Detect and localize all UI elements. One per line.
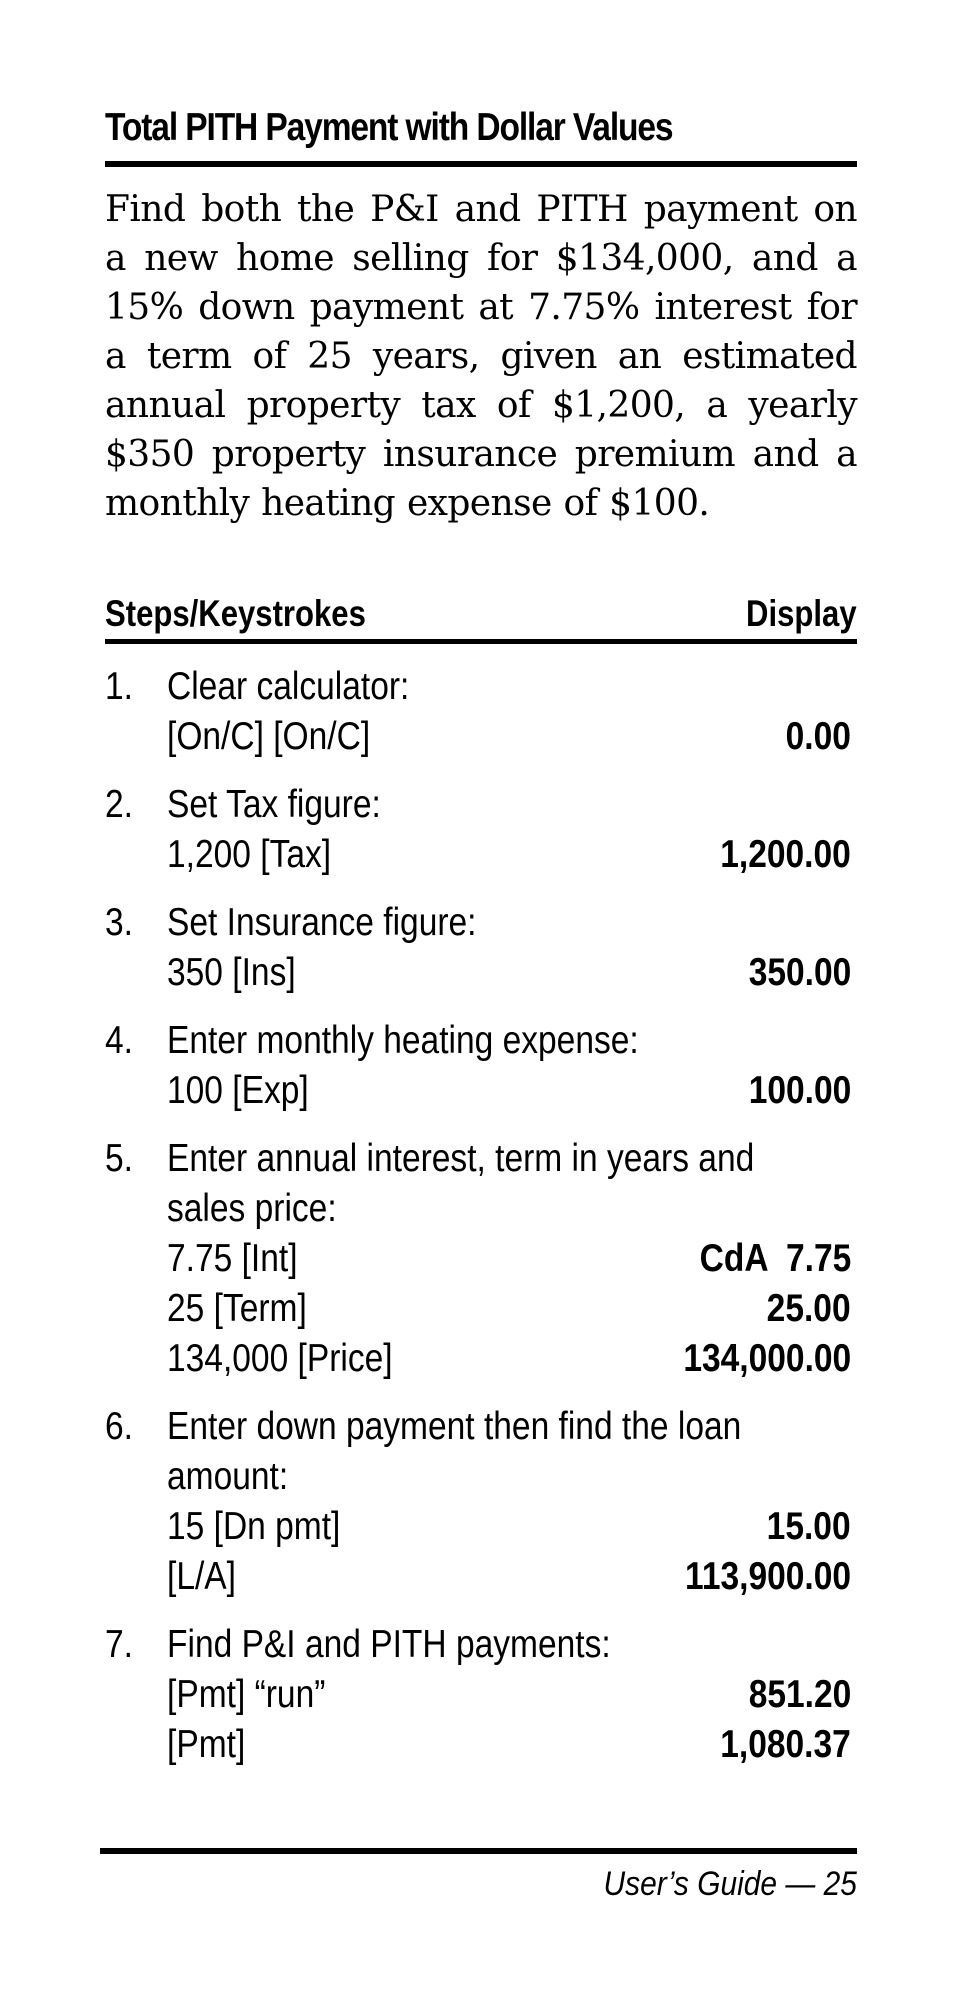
step-number: 3. <box>105 901 133 944</box>
display-value: 0.00 <box>785 715 851 758</box>
display-value: 1,200.00 <box>720 833 851 876</box>
steps-list <box>105 662 857 1770</box>
step-keystroke-text: 1,200 [Tax] <box>167 833 332 876</box>
step-keystroke-text: Enter monthly heating expense: <box>167 1019 639 1062</box>
step-item <box>105 1016 857 1116</box>
step-item <box>105 1402 857 1602</box>
step-number: 4. <box>105 1019 133 1062</box>
header-divider <box>105 639 857 644</box>
intro-paragraph: Find both the P&I and PITH payment on a new home selling for $134,000, and a 15% down payment at 7.75% interest for a term of 25 years, given an estimated annual property tax of $1,200, a yearly $350 property insurance premium and a monthly heating expense of $100. <box>105 189 857 524</box>
step-keystroke-text: 25 [Term] <box>167 1287 307 1330</box>
step-keystroke-text: [L/A] <box>167 1555 236 1598</box>
step-keystroke-text: 100 [Exp] <box>167 1069 309 1112</box>
step-line <box>105 712 857 762</box>
step-keystroke-text: Clear calculator: <box>167 665 410 708</box>
step-item <box>105 780 857 880</box>
step-number: 2. <box>105 783 133 826</box>
display-value: 134,000.00 <box>683 1337 851 1380</box>
display-column-header: Display <box>746 593 857 634</box>
step-line <box>105 780 857 830</box>
step-line <box>105 1720 857 1770</box>
step-keystroke-text: Enter down payment then find the loan <box>167 1405 742 1448</box>
step-keystroke-text: 15 [Dn pmt] <box>167 1505 341 1548</box>
step-line <box>105 1670 857 1720</box>
display-value: 15.00 <box>767 1505 851 1548</box>
step-keystroke-text: [Pmt] “run” <box>167 1673 326 1716</box>
step-line <box>105 662 857 712</box>
display-value: 851.20 <box>748 1673 851 1716</box>
step-keystroke-text: [On/C] [On/C] <box>167 715 371 758</box>
step-line <box>105 1016 857 1066</box>
step-keystroke-text: 7.75 [Int] <box>167 1237 298 1280</box>
step-number: 6. <box>105 1405 133 1448</box>
steps-table-header <box>105 591 857 637</box>
display-value: 1,080.37 <box>720 1723 851 1766</box>
step-item <box>105 898 857 998</box>
step-number: 1. <box>105 665 133 708</box>
step-line <box>105 1284 857 1334</box>
step-line <box>105 1552 857 1602</box>
step-keystroke-text: amount: <box>167 1455 289 1498</box>
steps-column-header: Steps/Keystrokes <box>105 593 366 634</box>
step-line <box>105 1184 857 1234</box>
step-item <box>105 1134 857 1384</box>
display-value: 25.00 <box>767 1287 851 1330</box>
step-item <box>105 1620 857 1770</box>
step-item <box>105 662 857 762</box>
step-line <box>105 1620 857 1670</box>
page-footer: User’s Guide — 25 <box>603 1865 857 1903</box>
step-line <box>105 1066 857 1116</box>
step-line <box>105 1452 857 1502</box>
step-keystroke-text: Set Insurance figure: <box>167 901 477 944</box>
step-line <box>105 1234 857 1284</box>
footer-divider <box>100 1848 857 1854</box>
step-line <box>105 1402 857 1452</box>
step-keystroke-text: Set Tax figure: <box>167 783 381 826</box>
step-keystroke-text: 350 [Ins] <box>167 951 296 994</box>
page-content <box>105 100 857 1788</box>
display-value: 113,900.00 <box>684 1555 851 1598</box>
section-title: Total PITH Payment with Dollar Values <box>105 106 673 149</box>
display-value: CdA 7.75 <box>699 1237 851 1280</box>
step-line <box>105 1134 857 1184</box>
step-keystroke-text: sales price: <box>167 1187 337 1230</box>
step-line <box>105 1334 857 1384</box>
title-divider <box>105 161 857 167</box>
step-line <box>105 898 857 948</box>
step-number: 7. <box>105 1623 133 1666</box>
step-line <box>105 948 857 998</box>
step-number: 5. <box>105 1137 133 1180</box>
step-line <box>105 1502 857 1552</box>
step-line <box>105 830 857 880</box>
display-value: 100.00 <box>748 1069 851 1112</box>
step-keystroke-text: [Pmt] <box>167 1723 246 1766</box>
display-value: 350.00 <box>748 951 851 994</box>
step-keystroke-text: Enter annual interest, term in years and <box>167 1137 755 1180</box>
step-keystroke-text: 134,000 [Price] <box>167 1337 393 1380</box>
step-keystroke-text: Find P&I and PITH payments: <box>167 1623 611 1666</box>
